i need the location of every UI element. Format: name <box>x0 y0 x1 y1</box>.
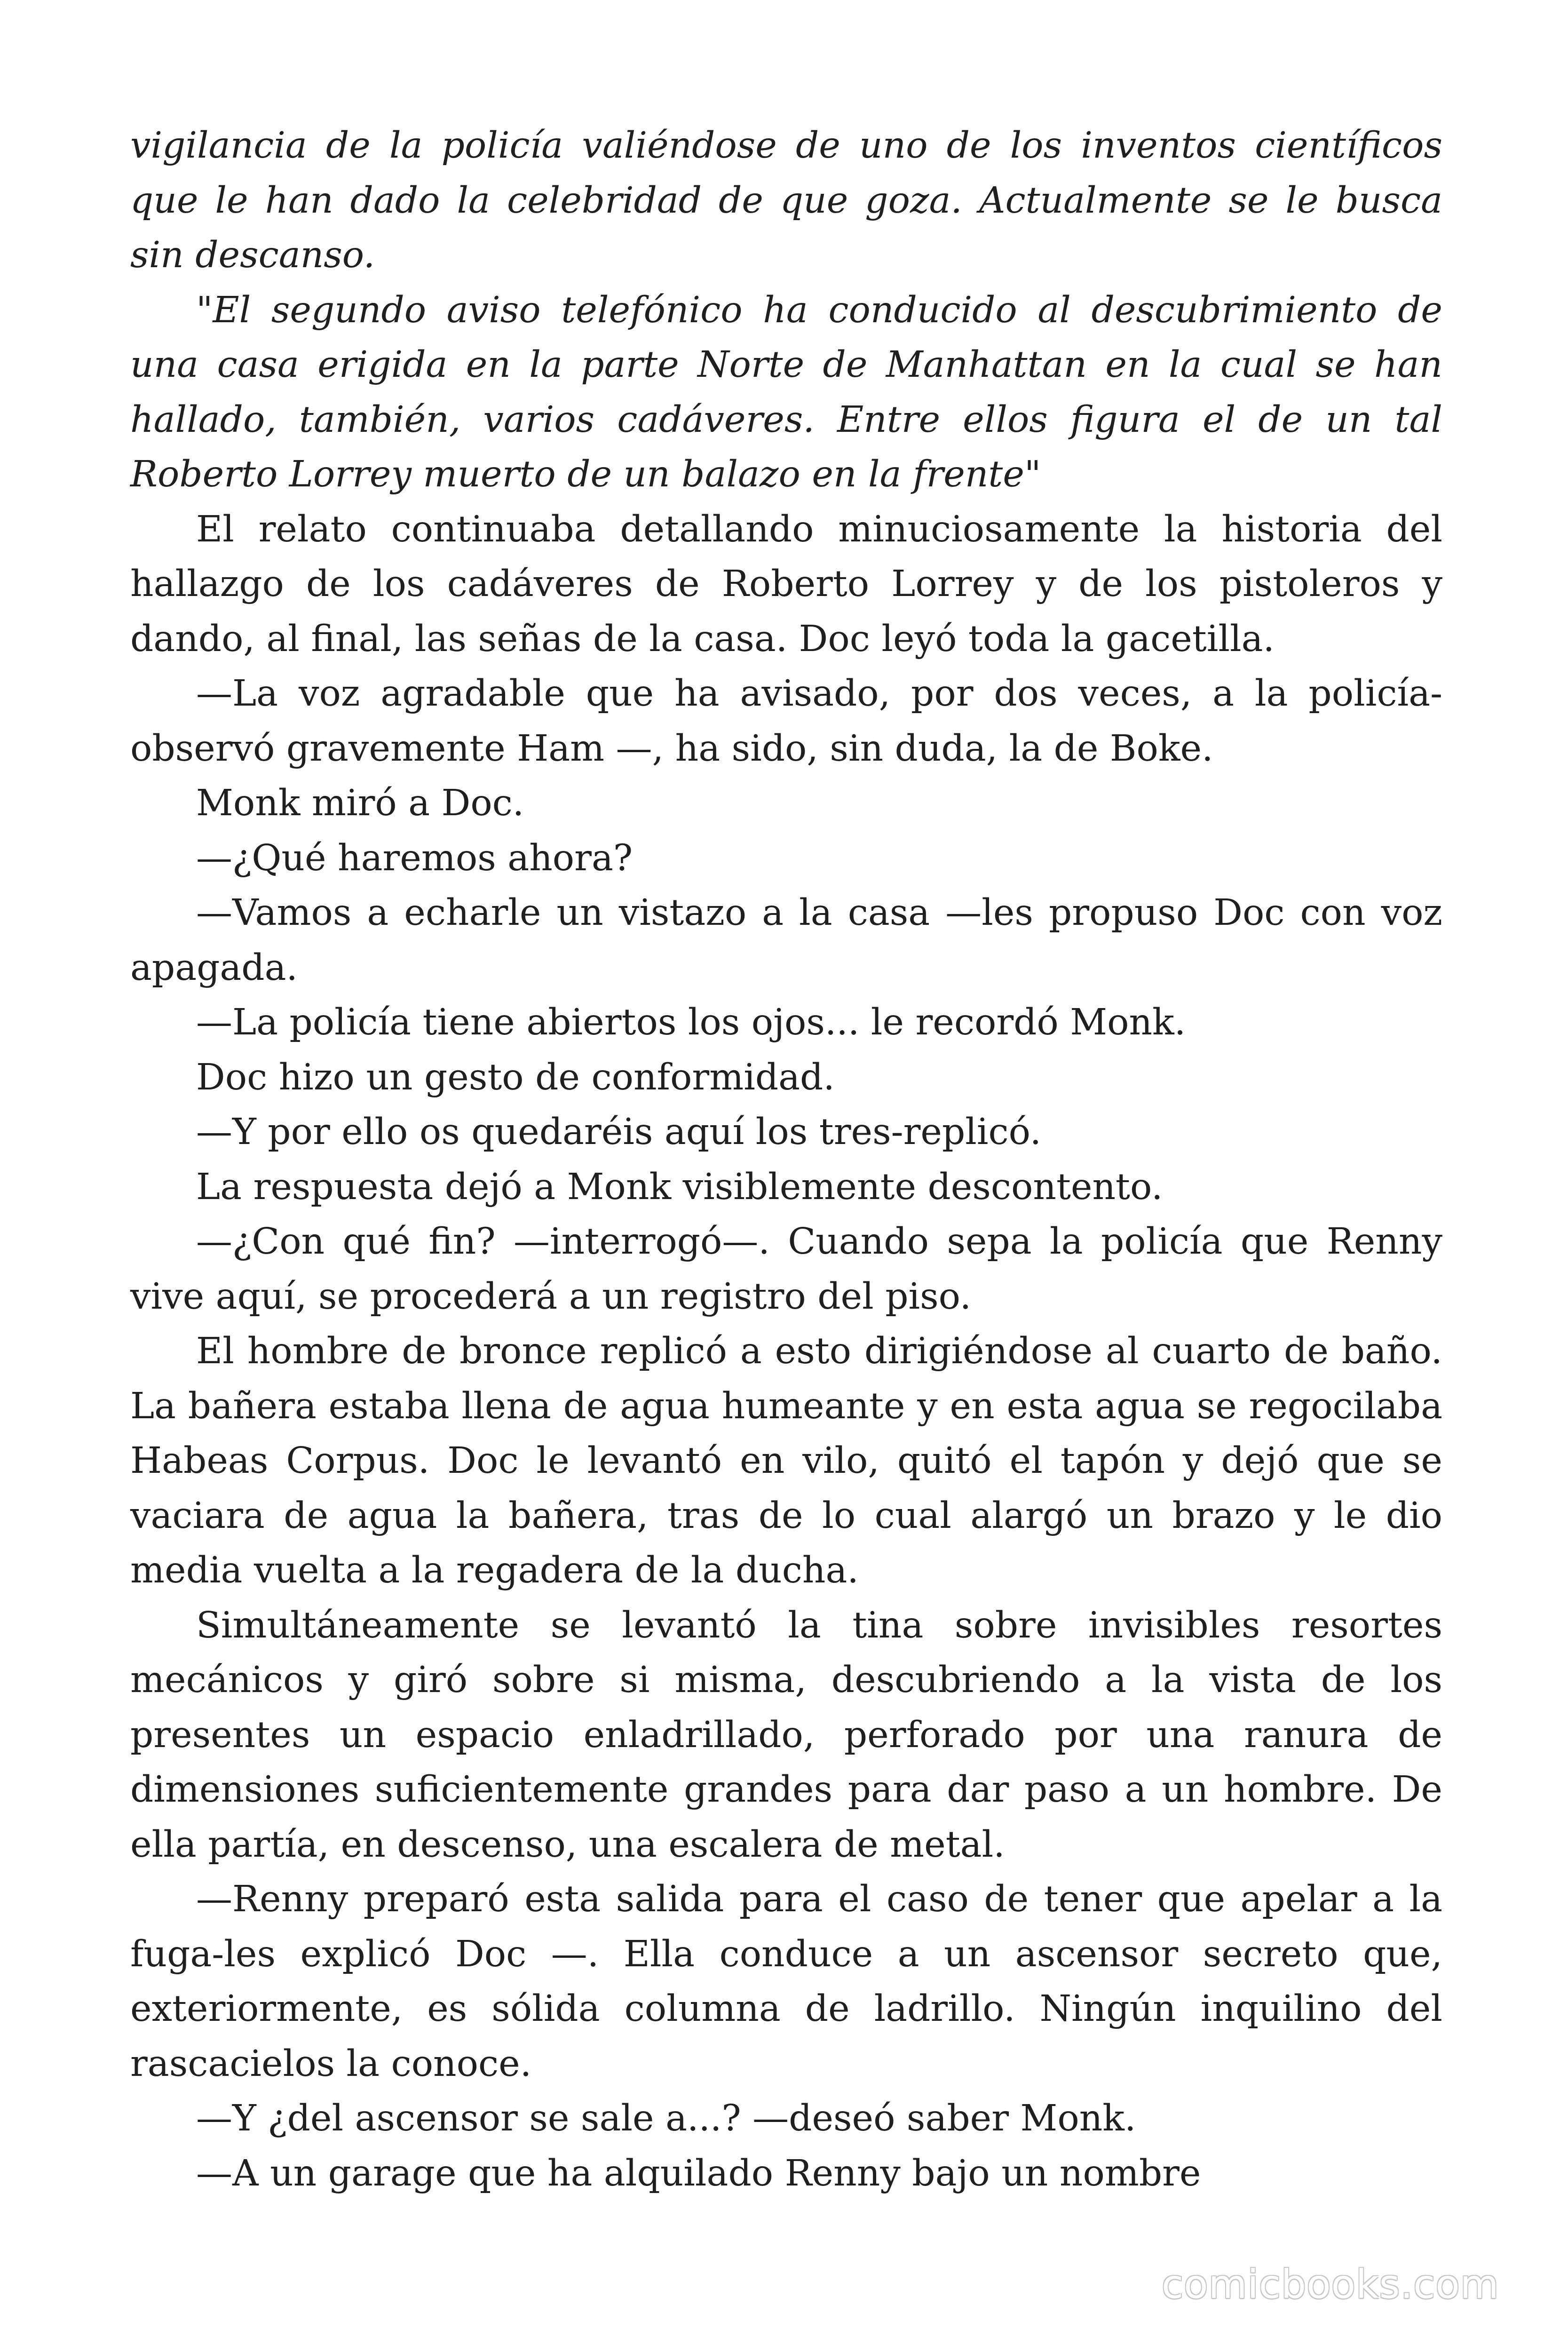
watermark: comicbooks.com <box>1162 2261 1499 2307</box>
paragraph: —Renny preparó esta salida para el caso de tener que apelar a la fuga-les explicó Doc —. Ella conduce a un ascensor secreto que, exteriormente, es sólida columna de ladrillo. Ningún inquilino del rascacielos la conoce. <box>130 1878 1442 2085</box>
page-text <box>130 119 1442 2201</box>
paragraph: La respuesta dejó a Monk visiblemente descontento. <box>196 1166 1163 1208</box>
paragraph: —Y por ello os quedaréis aquí los tres-replicó. <box>196 1111 1042 1153</box>
paragraph: Doc hizo un gesto de conformidad. <box>196 1056 835 1098</box>
paragraph: —Y ¿del ascensor se sale a...? —deseó saber Monk. <box>196 2098 1136 2139</box>
paragraph: Monk miró a Doc. <box>196 782 524 824</box>
paragraph: —La voz agradable que ha avisado, por dos veces, a la policía-observó gravemente Ham —, ha sido, sin duda, la de Boke. <box>130 673 1442 770</box>
paragraph: —Vamos a echarle un vistazo a la casa —les propuso Doc con voz apagada. <box>130 892 1442 989</box>
paragraph: Simultáneamente se levantó la tina sobre invisibles resortes mecánicos y giró sobre si misma, descubriendo a la vista de los presentes un espacio enladrillado, perforado por una ranura de dimensiones suficientemente grandes para dar paso a un hombre. De ella partía, en descenso, una escalera de metal. <box>130 1604 1442 1866</box>
paragraph: —La policía tiene abiertos los ojos... le recordó Monk. <box>196 1001 1186 1043</box>
paragraph: vigilancia de la policía valiéndose de uno de los inventos científicos que le han dado la celebridad de que goza. Actualmente se le busca sin descanso. <box>130 125 1442 276</box>
paragraph: El hombre de bronce replicó a esto dirigiéndose al cuarto de baño. La bañera estaba llena de agua humeante y en esta agua se regocilaba Habeas Corpus. Doc le levantó en vilo, quitó el tapón y dejó que se vaciara de agua la bañera, tras de lo cual alargó un brazo y le dio media vuelta a la regadera de la ducha. <box>130 1330 1442 1591</box>
paragraph: —¿Qué haremos ahora? <box>196 837 633 879</box>
paragraph: "El segundo aviso telefónico ha conducido al descubrimiento de una casa erigida en la parte Norte de Manhattan en la cual se han hallado, también, varios cadáveres. Entre ellos figura el de un tal Roberto Lorrey muerto de un balazo en la frente" <box>130 289 1442 495</box>
paragraph: —A un garage que ha alquilado Renny bajo un nombre <box>196 2152 1201 2194</box>
paragraph: —¿Con qué fin? —interrogó—. Cuando sepa la policía que Renny vive aquí, se procederá a un registro del piso. <box>130 1221 1442 1318</box>
paragraph: El relato continuaba detallando minuciosamente la historia del hallazgo de los cadáveres de Roberto Lorrey y de los pistoleros y dando, al final, las señas de la casa. Doc leyó toda la gacetilla. <box>130 508 1442 660</box>
